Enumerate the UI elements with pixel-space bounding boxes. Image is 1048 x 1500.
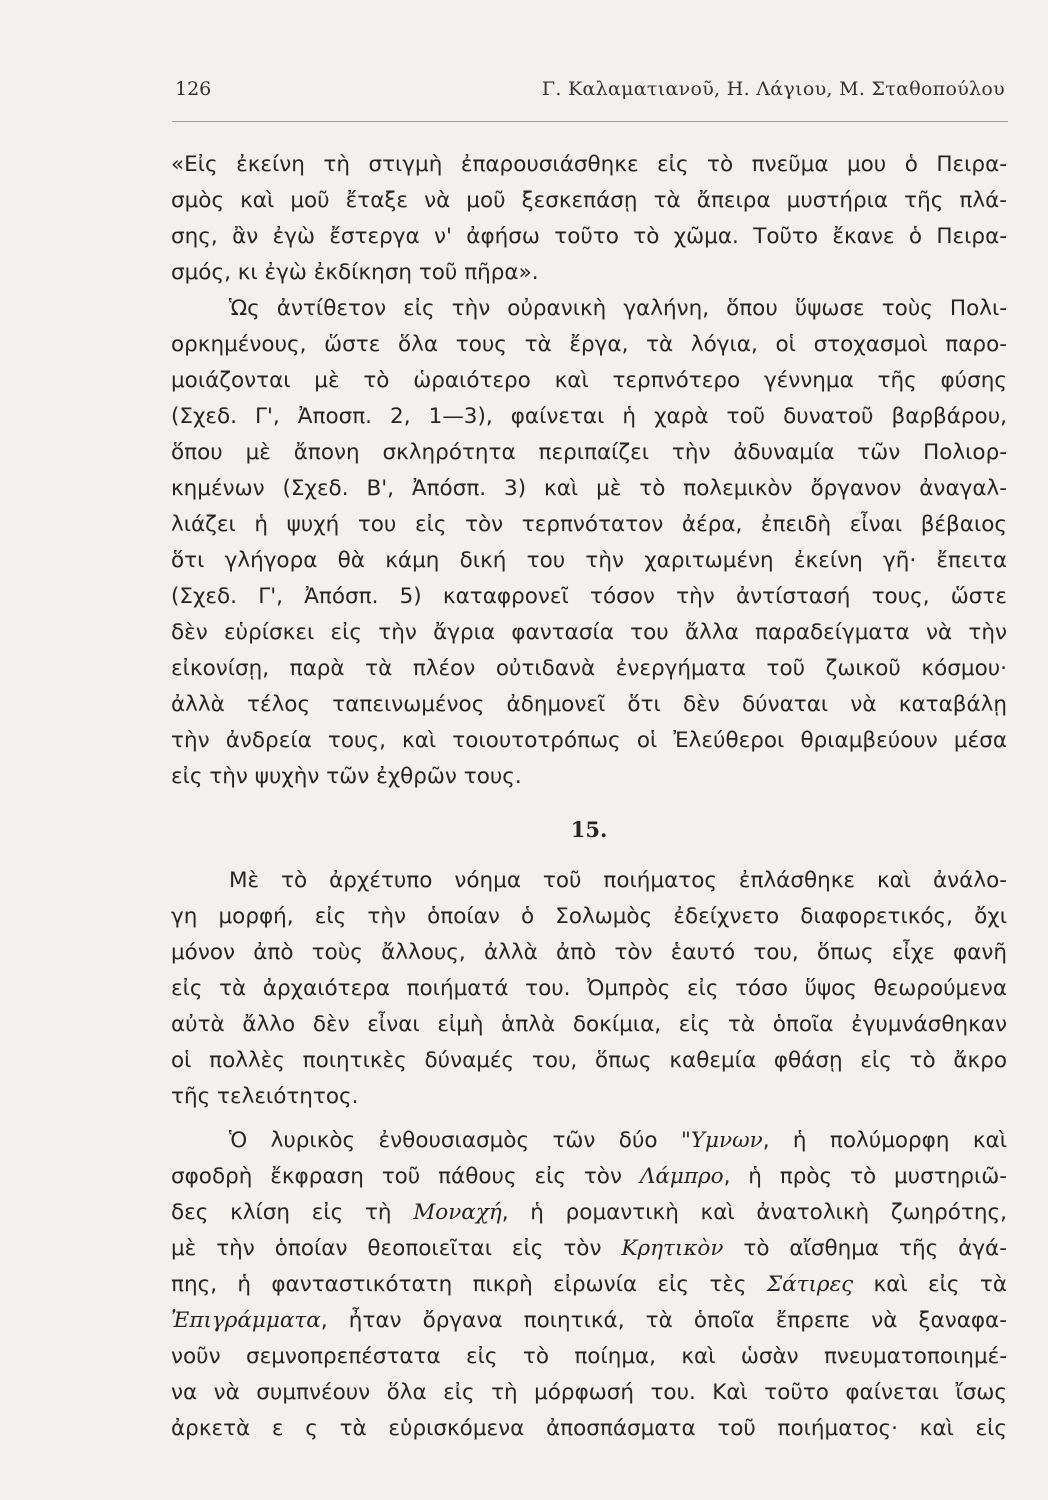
text-line: ἀρκετὰ ε ς τὰ εὑρισκόμενα ἀποσπάσματα τοῦ ποιήματος· καὶ εἰς <box>171 1416 1007 1441</box>
text-line: μόνον ἀπὸ τοὺς ἄλλους, ἀλλὰ ἀπὸ τὸν ἑαυτό του, ὅπως εἶχε φανῆ <box>171 940 1007 965</box>
italic-title: "Υμνων <box>680 1128 763 1153</box>
text-line: γη μορφή, εἰς τὴν ὁποίαν ὁ Σολωμὸς ἐδείχνετο διαφορετικός, ὄχι <box>171 904 1007 929</box>
text-line: «Εἰς ἐκείνη τὴ στιγμὴ ἐπαρουσιάσθηκε εἰς τὸ πνεῦμα μου ὁ Πειρα- <box>171 152 1007 177</box>
italic-title: Κρητικὸν <box>621 1236 724 1261</box>
text-line: αὐτὰ ἄλλο δὲν εἶναι εἰμὴ ἁπλὰ δοκίμια, εἰς τὰ ὁποῖα ἐγυμνάσθηκαν <box>171 1012 1007 1037</box>
text-line: να νὰ συμπνέουν ὅλα εἰς τὴ μόρφωσή του. Καὶ τοῦτο φαίνεται ἴσως <box>171 1380 1007 1405</box>
section-heading: 15. <box>570 817 608 842</box>
text-line <box>171 1123 1007 1159</box>
text-line: νοῦν σεμνοπρεπέστατα εἰς τὸ ποίημα, καὶ ὡσὰν πνευματοποιημέ- <box>171 1344 1007 1369</box>
text-line: (Σχεδ. Γ', Ἀπόσπ. 5) καταφρονεῖ τόσον τὴν ἀντίστασή τους, ὥστε <box>171 584 1007 609</box>
text-run: , ἦταν ὄργανα ποιητικά, τὰ ὁποῖα ἔπρεπε νὰ ξαναφα- <box>320 1308 1007 1333</box>
text-line <box>171 1303 1007 1339</box>
text-line <box>171 1267 1007 1303</box>
text-line: σμός, κι ἐγὼ ἐκδίκηση τοῦ πῆρα». <box>171 260 539 285</box>
text-line: τῆς τελειότητος. <box>171 1084 359 1109</box>
text-run: Ὁ λυρικὸς ἐνθουσιασμὸς τῶν δύο <box>229 1128 681 1153</box>
text-run: μὲ τὴν ὁποίαν θεοποιεῖται εἰς τὸν <box>171 1236 622 1261</box>
header-rule <box>172 121 1008 122</box>
page-number: 126 <box>175 78 212 100</box>
text-run: καὶ εἰς τὰ <box>853 1272 1007 1297</box>
text-line: ἀλλὰ τέλος ταπεινωμένος ἀδημονεῖ ὅτι δὲν δύναται νὰ καταβάλῃ <box>171 692 1007 717</box>
text-line: εἰκονίσῃ, παρὰ τὰ πλέον οὐτιδανὰ ἐνεργήματα τοῦ ζωικοῦ κόσμου· <box>171 656 1007 681</box>
text-line: ορκημένους, ὥστε ὅλα τους τὰ ἔργα, τὰ λόγια, οἱ στοχασμοὶ παρο- <box>171 332 1007 357</box>
text-run: σφοδρὴ ἔκφραση τοῦ πάθους εἰς τὸν <box>171 1164 640 1189</box>
text-run: , ἡ πρὸς τὸ μυστηριῶ- <box>723 1164 1007 1189</box>
body-text <box>171 147 1007 1447</box>
paragraph-lyric <box>171 1123 1007 1447</box>
text-run: τὸ αἴσθημα τῆς ἀγά- <box>723 1236 1007 1261</box>
text-line: οἱ πολλὲς ποιητικὲς δύναμές του, ὅπως καθεμία φθάσῃ εἰς τὸ ἄκρο <box>171 1048 1007 1073</box>
quote-paragraph <box>171 147 1007 291</box>
text-line: ὅτι γλήγορα θὰ κάμη δική του τὴν χαριτωμένη ἐκείνη γῆ· ἔπειτα <box>171 548 1007 573</box>
text-line: κημένων (Σχεδ. Β', Ἀπόσπ. 3) καὶ μὲ τὸ πολεμικὸν ὄργανον ἀναγαλ- <box>171 476 1007 501</box>
text-line <box>171 1159 1007 1195</box>
italic-title: Μοναχή <box>413 1200 502 1225</box>
text-line: Μὲ τὸ ἀρχέτυπο νόημα τοῦ ποιήματος ἐπλάσθηκε καὶ ἀνάλο- <box>229 868 1007 893</box>
text-line: τὴν ἀνδρεία τους, καὶ τοιουτοτρόπως οἱ Ἐλεύθεροι θριαμβεύουν μέσα <box>171 728 1007 753</box>
page-header <box>175 78 1005 108</box>
text-line: εἰς τὴν ψυχὴν τῶν ἐχθρῶν τους. <box>171 764 522 789</box>
text-line: λιάζει ἡ ψυχή του εἰς τὸν τερπνότατον ἀέρα, ἐπειδὴ εἶναι βέβαιος <box>171 512 1007 537</box>
italic-title: Λάμπρο <box>639 1164 724 1189</box>
text-line: μοιάζονται μὲ τὸ ὡραιότερο καὶ τερπνότερο γέννημα τῆς φύσης <box>171 368 1007 393</box>
text-run: πης, ἡ φανταστικότατη πικρὴ εἰρωνία εἰς τὲς <box>171 1272 767 1297</box>
text-line: δὲν εὑρίσκει εἰς τὴν ἄγρια φαντασία του ἄλλα παραδείγματα νὰ τὴν <box>171 620 1007 645</box>
paragraph-contrast <box>171 291 1007 795</box>
italic-title: Ἐπιγράμματα <box>171 1308 321 1333</box>
text-line: ὅπου μὲ ἄπονη σκληρότητα περιπαίζει τὴν ἀδυναμία τῶν Πολιορ- <box>171 440 1007 465</box>
text-line: Ὡς ἀντίθετον εἰς τὴν οὐρανικὴ γαλήνη, ὅπου ὕψωσε τοὺς Πολι- <box>229 296 1007 321</box>
text-line: (Σχεδ. Γ', Ἀποσπ. 2, 1—3), φαίνεται ἡ χαρὰ τοῦ δυνατοῦ βαρβάρου, <box>171 404 1007 429</box>
text-run: δες κλίση εἰς τὴ <box>171 1200 414 1225</box>
text-run: , ἡ πολύμορφη καὶ <box>762 1128 1007 1153</box>
text-line <box>171 1231 1007 1267</box>
text-run: , ἡ ρομαντικὴ καὶ ἀνατολικὴ ζωηρότης, <box>501 1200 1007 1225</box>
paragraph-gap <box>171 1115 1007 1123</box>
italic-title: Σάτιρες <box>766 1272 854 1297</box>
text-line <box>171 1195 1007 1231</box>
text-line: σμὸς καὶ μοῦ ἔταξε νὰ μοῦ ξεσκεπάσῃ τὰ ἄπειρα μυστήρια τῆς πλά- <box>171 188 1007 213</box>
paragraph-form <box>171 863 1007 1115</box>
text-line: εἰς τὰ ἀρχαιότερα ποιήματά του. Ὀμπρὸς εἰς τόσο ὕψος θεωρούμενα <box>171 976 1007 1001</box>
text-line: σης, ἂν ἐγὼ ἔστεργα ν' ἀφήσω τοῦτο τὸ χῶμα. Τοῦτο ἔκανε ὁ Πειρα- <box>171 224 1007 249</box>
running-head: Γ. Καλαματιανοῦ, Η. Λάγιου, Μ. Σταθοπούλου <box>541 78 1005 100</box>
